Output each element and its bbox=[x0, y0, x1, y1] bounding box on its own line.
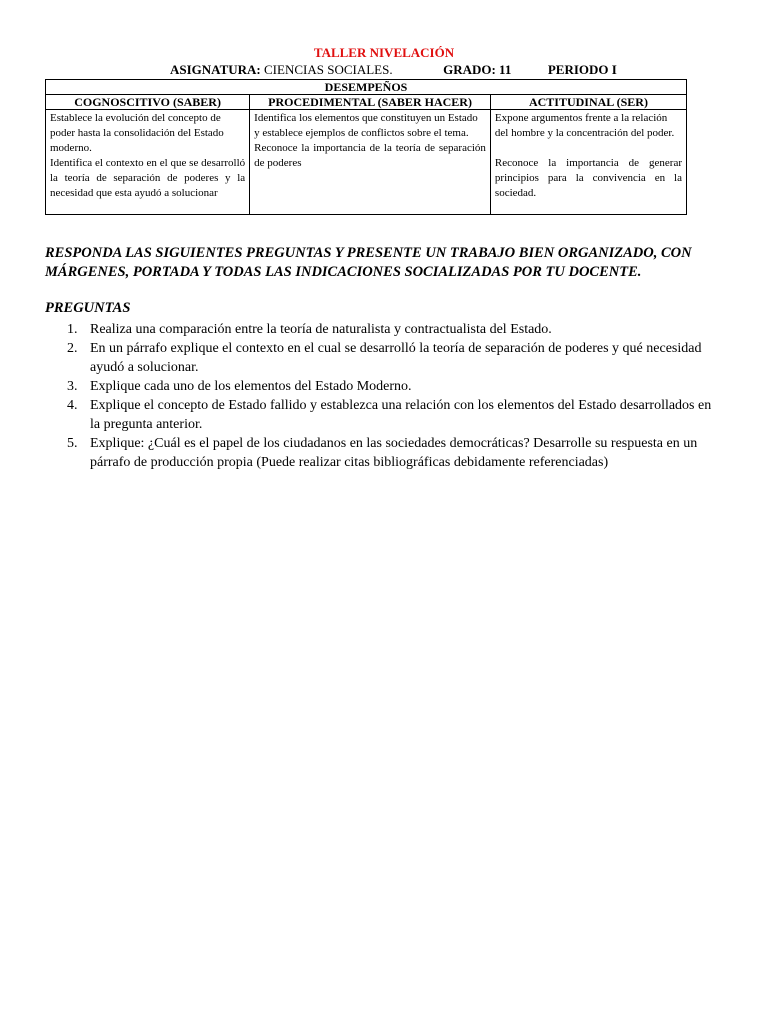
column-header-actitudinal: ACTITUDINAL (SER) bbox=[490, 95, 686, 110]
desempenos-table bbox=[45, 79, 687, 215]
procedimental-text-2: Reconoce la importancia de la teoría de separación de poderes bbox=[254, 142, 486, 169]
questions-heading: PREGUNTAS bbox=[45, 300, 131, 316]
periodo-label: PERIODO I bbox=[547, 62, 617, 77]
question-item bbox=[45, 434, 715, 472]
question-item bbox=[45, 320, 715, 339]
question-text: En un párrafo explique el contexto en el cual se desarrolló la teoría de separación de poderes y qué necesidad ayudó a solucionar. bbox=[90, 341, 702, 375]
procedimental-text-1: Identifica los elementos que constituyen un Estado y establece ejemplos de conflictos sobre el tema. bbox=[254, 112, 478, 139]
actitudinal-text-2: Reconoce la importancia de generar principios para la convivencia en la sociedad. bbox=[494, 157, 682, 199]
cognoscitivo-text-1: Establece la evolución del concepto de poder hasta la consolidación del Estado moderno. bbox=[50, 112, 224, 154]
questions-list bbox=[45, 320, 715, 472]
instructions-paragraph: RESPONDA LAS SIGUIENTES PREGUNTAS Y PRESENTE UN TRABAJO BIEN ORGANIZADO, CON MÁRGENES, PORTADA Y TODAS LAS INDICACIONES SOCIALIZADAS POR TU DOCENTE. bbox=[45, 245, 692, 280]
question-item bbox=[45, 396, 715, 434]
question-number: 1. bbox=[67, 322, 78, 337]
actitudinal-text-1: Expone argumentos frente a la relación del hombre y la concentración del poder. bbox=[494, 112, 675, 139]
question-item bbox=[45, 339, 715, 377]
subject-line bbox=[170, 62, 617, 78]
question-item bbox=[45, 377, 715, 396]
question-number: 5. bbox=[67, 436, 78, 451]
question-text: Explique el concepto de Estado fallido y establezca una relación con los elementos del Estado desarrollados en la pregunta anterior. bbox=[90, 398, 712, 432]
column-header-procedimental: PROCEDIMENTAL (SABER HACER) bbox=[250, 95, 491, 110]
column-header-cognoscitivo: COGNOSCITIVO (SABER) bbox=[46, 95, 250, 110]
document-title: TALLER NIVELACIÓN bbox=[313, 45, 455, 60]
asignatura-label: ASIGNATURA: bbox=[170, 62, 261, 77]
cell-actitudinal bbox=[490, 110, 686, 215]
cell-procedimental bbox=[250, 110, 491, 215]
grado-label: GRADO: 11 bbox=[443, 62, 512, 77]
cell-cognoscitivo bbox=[46, 110, 250, 215]
question-text: Realiza una comparación entre la teoría de naturalista y contractualista del Estado. bbox=[90, 322, 552, 337]
asignatura-value: CIENCIAS SOCIALES. bbox=[264, 62, 393, 77]
question-number: 3. bbox=[67, 379, 78, 394]
cognoscitivo-text-2: Identifica el contexto en el que se desarrolló la teoría de separación de poderes y la necesidad que esta ayudó a solucionar bbox=[50, 157, 246, 199]
table-caption: DESEMPEÑOS bbox=[46, 80, 687, 95]
question-text: Explique cada uno de los elementos del Estado Moderno. bbox=[90, 379, 412, 394]
question-number: 4. bbox=[67, 398, 78, 413]
question-text: Explique: ¿Cuál es el papel de los ciudadanos en las sociedades democráticas? Desarrolle su respuesta en un párrafo de producción propia (Puede realizar citas bibliográficas debidamente referenciadas) bbox=[90, 436, 698, 470]
question-number: 2. bbox=[67, 341, 78, 356]
